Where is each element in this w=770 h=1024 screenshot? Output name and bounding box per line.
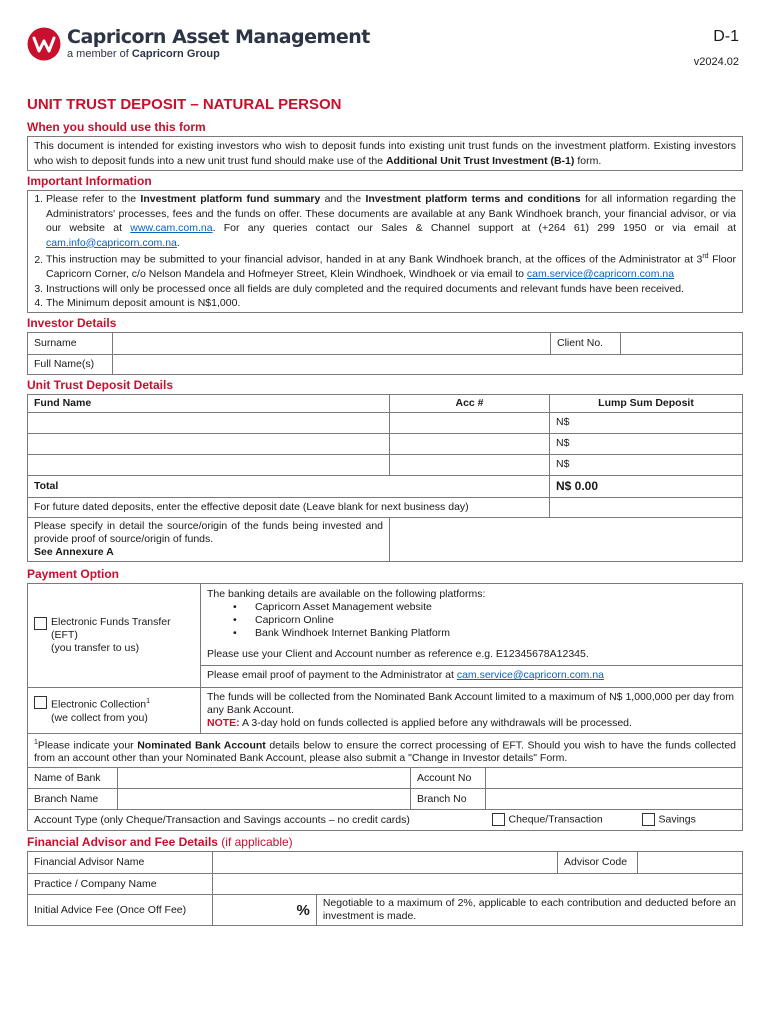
savings-label: Savings <box>658 813 696 826</box>
item2-text-b: Floor Capricorn Corner, c/o Nelson Mandela and Hofmeyer Street, Klein Windhoek, Windhoek or via email to <box>46 253 736 280</box>
company-logo <box>27 26 370 61</box>
future-date-label: For future dated deposits, enter the effective deposit date (Leave blank for next business day) <box>28 497 550 517</box>
source-of-funds-label <box>28 517 390 561</box>
branch-name-field[interactable] <box>118 789 411 810</box>
item1-text-a: Please refer to the <box>46 193 137 205</box>
cheque-label: Cheque/Transaction <box>508 813 603 826</box>
fee-note: Negotiable to a maximum of 2%, applicable to each contribution and deducted before an investment is made. <box>316 895 742 926</box>
collection-label-2: (we collect from you) <box>51 711 148 724</box>
deposit-table <box>27 394 743 562</box>
bank-name-field[interactable] <box>118 768 411 789</box>
investor-heading: Investor Details <box>27 315 117 330</box>
savings-option <box>636 810 743 831</box>
footnote-text-a: Please indicate your <box>37 739 134 751</box>
website-link[interactable]: www.cam.com.na <box>130 222 213 234</box>
investor-table <box>27 332 743 375</box>
advisor-heading-text: Financial Advisor and Fee Details <box>27 835 218 849</box>
footnote-bold: Nominated Bank Account <box>137 739 266 751</box>
lump-sum-field[interactable]: N$ <box>550 433 743 454</box>
important-box <box>27 190 743 313</box>
account-no-label: Account No <box>411 768 486 789</box>
footnote-text-b: details below to ensure the correct processing of EFT. Should you wish to have the funds collected from an account other than your Nominated Bank Account, please also submit a "Change in Investor details" Form. <box>34 739 737 764</box>
platform-item: • Capricorn Online <box>255 614 736 627</box>
lump-sum-header: Lump Sum Deposit <box>550 394 743 412</box>
important-item-4: 4. The Minimum deposit amount is N$1,000. <box>46 296 736 311</box>
branch-no-field[interactable] <box>486 789 743 810</box>
practice-field[interactable] <box>213 874 743 895</box>
document-version: v2024.02 <box>693 56 739 68</box>
acc-header: Acc # <box>390 394 550 412</box>
eft-option <box>28 583 201 687</box>
source-text: Please specify in detail the source/origin of the funds being invested and provide proof of source/origin of funds. <box>34 519 383 545</box>
fund-name-field[interactable] <box>28 433 390 454</box>
deposit-row <box>28 433 743 454</box>
annexure-ref: See Annexure A <box>34 545 114 558</box>
fund-name-header: Fund Name <box>28 394 390 412</box>
platform-item: • Bank Windhoek Internet Banking Platform <box>255 627 736 640</box>
account-type-table <box>27 809 743 831</box>
collection-option <box>28 687 201 733</box>
advisor-heading-note: (if applicable) <box>221 835 293 849</box>
advisor-table <box>27 851 743 895</box>
when-heading: When you should use this form <box>27 120 206 134</box>
platform-item: • Capricorn Asset Management website <box>255 601 736 614</box>
group-name: Capricorn Group <box>131 48 220 60</box>
collection-label-1 <box>51 695 150 712</box>
total-label: Total <box>28 475 550 497</box>
advisor-code-field[interactable] <box>638 852 743 874</box>
important-item-1 <box>46 192 736 250</box>
lump-sum-field[interactable]: N$ <box>550 412 743 433</box>
total-value: N$ 0.00 <box>550 475 743 497</box>
item1-text-f: . <box>176 236 180 249</box>
footnote-sup: 1 <box>34 738 38 746</box>
deposit-row <box>28 412 743 433</box>
surname-field[interactable] <box>113 332 551 354</box>
surname-label: Surname <box>28 332 113 354</box>
header <box>27 22 743 72</box>
deposit-row <box>28 454 743 475</box>
note-text: A 3-day hold on funds collected is applied before any withdrawals will be processed. <box>242 716 632 729</box>
collection-details <box>201 687 743 733</box>
item1-text-d: for all information regarding the Administrators' processes, fees and the funds on offer. These documents are available at any Bank Windhoek branch, your financial advisor, or via our website at <box>46 193 736 234</box>
acc-field[interactable] <box>390 412 550 433</box>
platforms-list <box>207 601 736 640</box>
payment-heading: Payment Option <box>27 566 120 581</box>
collection-note <box>207 717 736 730</box>
advisor-name-field[interactable] <box>213 852 558 874</box>
when-box <box>27 136 743 171</box>
eft-label-2: (EFT) <box>51 628 78 641</box>
when-text-1: This document is intended for existing investors who wish to deposit funds into existing unit trust funds on the investment platform. Existing investors who wish to deposit funds into a new unit trust fund should make use of the <box>34 140 736 167</box>
form-title: UNIT TRUST DEPOSIT – NATURAL PERSON <box>27 96 342 113</box>
payment-table <box>27 583 743 769</box>
when-text-2: form. <box>577 154 602 167</box>
percent-sign: % <box>291 895 317 926</box>
cheque-option <box>486 810 636 831</box>
important-heading: Important Information <box>27 174 152 188</box>
collection-text: The funds will be collected from the Nominated Bank Account limited to a maximum of N$ 1,000,000 per day from any Bank Account. <box>207 690 735 716</box>
advisor-name-label: Financial Advisor Name <box>28 852 213 874</box>
fee-field[interactable] <box>213 895 291 926</box>
branch-name-label: Branch Name <box>28 789 118 810</box>
collection-sup: 1 <box>146 698 151 706</box>
branch-no-label: Branch No <box>411 789 486 810</box>
advisor-code-label: Advisor Code <box>558 852 638 874</box>
item1-bold-1: Investment platform fund summary <box>140 193 321 205</box>
collection-label-text: Electronic Collection <box>51 698 147 711</box>
deposit-heading: Unit Trust Deposit Details <box>27 377 174 392</box>
bank-details-table <box>27 767 743 810</box>
client-no-label: Client No. <box>551 332 621 354</box>
member-prefix: a member of <box>67 48 129 60</box>
acc-field[interactable] <box>390 454 550 475</box>
bank-name-label: Name of Bank <box>28 768 118 789</box>
future-date-field[interactable] <box>550 497 743 517</box>
client-no-field[interactable] <box>621 332 743 354</box>
capricorn-logo-icon <box>27 27 61 61</box>
form-page <box>27 22 743 926</box>
important-list <box>34 192 736 311</box>
full-names-field[interactable] <box>113 354 743 374</box>
info-email-link[interactable]: cam.info@capricorn.com.na <box>46 236 177 249</box>
important-item-3: 3. Instructions will only be processed once all fields are duly completed and the required documents and relevant funds have been received. <box>46 282 736 297</box>
full-names-label: Full Name(s) <box>28 354 113 374</box>
proof-email-link[interactable]: cam.service@capricorn.com.na <box>456 669 605 681</box>
acc-field[interactable] <box>390 433 550 454</box>
eft-label-3: (you transfer to us) <box>51 641 140 654</box>
item1-text-e: . For any queries contact our Sales & Channel support at (+264 61) 299 1950 or via email at <box>212 222 736 234</box>
eft-checkbox[interactable] <box>34 617 47 630</box>
item2-sup: rd <box>702 253 709 260</box>
item1-text-c: and the <box>324 193 362 205</box>
note-label: NOTE: <box>207 716 240 729</box>
platforms-intro: The banking details are available on the following platforms: <box>207 588 486 600</box>
lump-sum-field[interactable]: N$ <box>550 454 743 475</box>
proof-of-payment <box>201 665 742 682</box>
fee-label: Initial Advice Fee (Once Off Fee) <box>28 895 213 926</box>
document-code: D-1 <box>713 28 739 45</box>
company-name: Capricorn Asset Management <box>67 26 370 48</box>
nominated-account-footnote <box>28 733 743 768</box>
source-of-funds-field[interactable] <box>390 517 743 561</box>
account-type-label: Account Type (only Cheque/Transaction and Savings accounts – no credit cards) <box>28 810 486 831</box>
reference-instruction: Please use your Client and Account number as reference e.g. E12345678A12345. <box>207 648 589 660</box>
fund-name-field[interactable] <box>28 454 390 475</box>
eft-details <box>201 583 743 687</box>
item2-text-a: This instruction may be submitted to your financial advisor, handed in at any Bank Windhoek branch, at the offices of the Administrator at 3 <box>46 253 703 266</box>
eft-label-1: Electronic Funds Transfer <box>51 615 171 628</box>
fee-table <box>27 894 743 926</box>
advisor-heading <box>27 835 743 850</box>
savings-checkbox[interactable] <box>642 813 655 826</box>
important-item-2 <box>46 250 736 282</box>
company-subtitle <box>67 48 370 61</box>
service-email-link[interactable]: cam.service@capricorn.com.na <box>526 268 675 280</box>
item1-bold-2: Investment platform terms and conditions <box>365 193 581 205</box>
account-no-field[interactable] <box>486 768 743 789</box>
when-text-bold: Additional Unit Trust Investment (B-1) <box>385 154 575 167</box>
cheque-checkbox[interactable] <box>492 813 505 826</box>
practice-label: Practice / Company Name <box>28 874 213 895</box>
proof-text: Please email proof of payment to the Administrator at <box>207 669 454 681</box>
collection-checkbox[interactable] <box>34 696 47 709</box>
fund-name-field[interactable] <box>28 412 390 433</box>
